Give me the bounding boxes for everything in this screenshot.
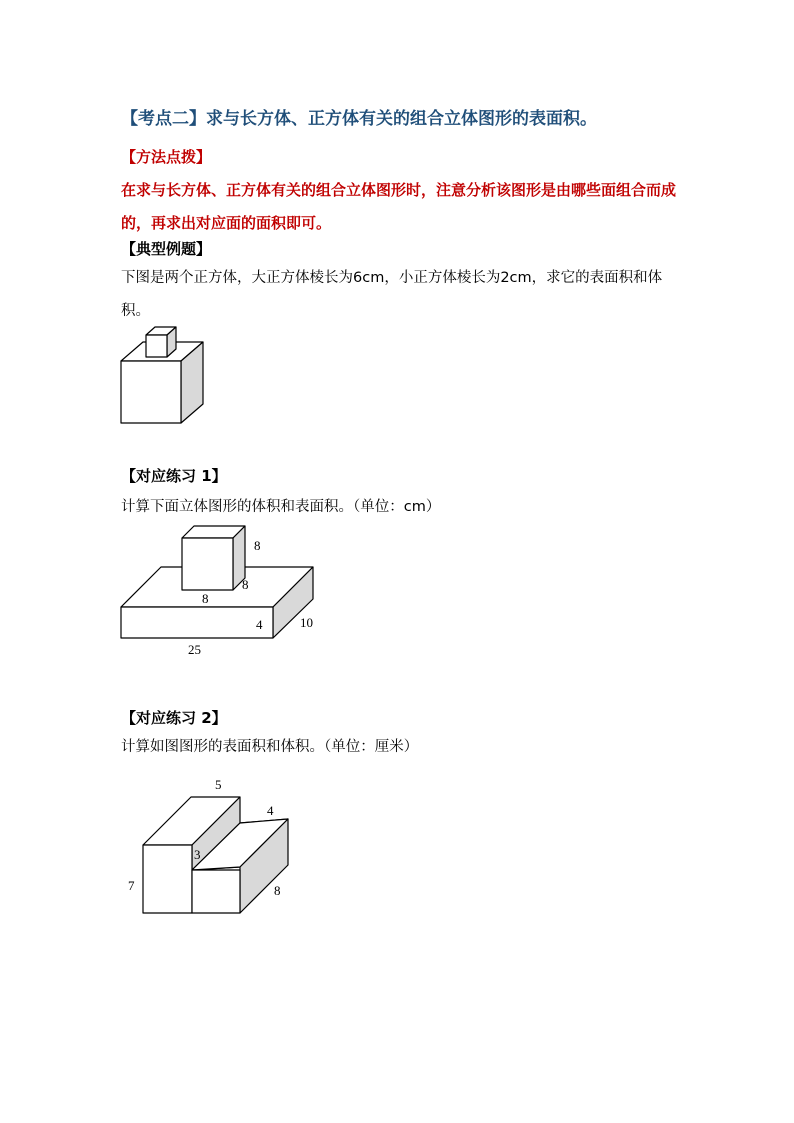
example-text: 下图是两个正方体，大正方体棱长为6cm，小正方体棱长为2cm，求它的表面积和体积。 (121, 270, 663, 319)
label-cube-depth: 8 (242, 577, 249, 592)
label-total-height: 7 (128, 878, 135, 893)
small-cube-front-face (146, 335, 167, 357)
label-base-depth: 10 (300, 615, 313, 630)
practice2-figure (120, 770, 320, 920)
step-front-face (192, 870, 240, 913)
label-base-length: 25 (188, 642, 201, 657)
tall-block-front-face (143, 845, 192, 913)
label-step-height: 3 (194, 847, 201, 862)
label-base-height: 4 (256, 617, 263, 632)
label-step-width: 4 (267, 803, 274, 818)
label-depth: 8 (274, 883, 281, 898)
practice2-text: 计算如图图形的表面积和体积。（单位：厘米） (121, 739, 419, 755)
base-front-face (121, 607, 273, 638)
label-top-width: 5 (215, 777, 222, 792)
big-cube-front-face (121, 361, 181, 423)
method-text: 在求与长方体、正方体有关的组合立体图形时，注意分析该图形是由哪些面组合而成的，再求出对应面的面积即可。 (121, 181, 677, 232)
example-cubes-figure (115, 322, 215, 428)
section-heading: 【考点二】求与长方体、正方体有关的组合立体图形的表面积。 (121, 109, 597, 129)
example-label: 【典型例题】 (121, 240, 212, 258)
label-cube-width: 8 (202, 591, 209, 606)
method-label: 【方法点拨】 (121, 148, 212, 166)
practice1-text: 计算下面立体图形的体积和表面积。（单位：cm） (121, 499, 441, 515)
practice2-label: 【对应练习 2】 (121, 709, 227, 727)
label-cube-height: 8 (254, 538, 261, 553)
practice1-label: 【对应练习 1】 (121, 467, 227, 485)
practice1-figure (115, 522, 335, 662)
cube-front-face (182, 538, 233, 590)
